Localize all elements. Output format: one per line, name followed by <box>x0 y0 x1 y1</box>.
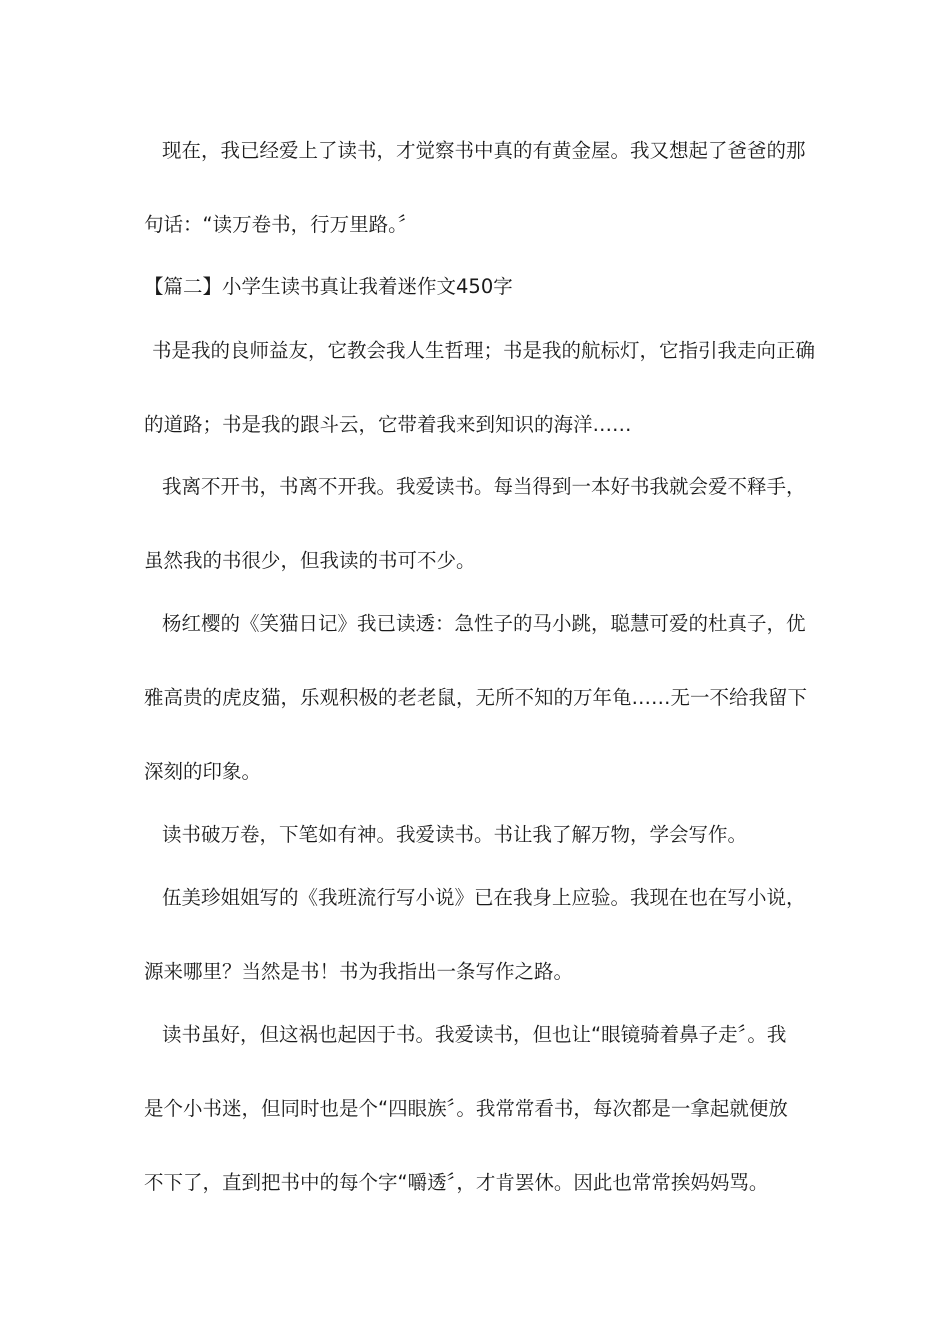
paragraph-line-15: 不下了，直到把书中的每个字“嚼透〞，才肯罢休。因此也常常挨妈妈骂。 <box>144 1171 769 1194</box>
paragraph-line-13: 读书虽好，但这祸也起因于书。我爱读书，但也让“眼镜骑着鼻子走〞。我 <box>162 1023 787 1046</box>
paragraph-line-3: 书是我的良师益友，它教会我人生哲理；书是我的航标灯，它指引我走向正确 <box>152 339 816 362</box>
paragraph-line-5: 我离不开书，书离不开我。我爱读书。每当得到一本好书我就会爱不释手， <box>162 475 806 498</box>
paragraph-line-14: 是个小书迷，但同时也是个“四眼族〞。我常常看书，每次都是一拿起就便放 <box>144 1097 788 1120</box>
paragraph-line-11: 伍美珍姐姐写的《我班流行写小说》已在我身上应验。我现在也在写小说， <box>162 886 806 909</box>
paragraph-line-4: 的道路；书是我的跟斗云，它带着我来到知识的海洋…… <box>144 413 632 436</box>
paragraph-line-6: 虽然我的书很少，但我读的书可不少。 <box>144 549 476 572</box>
paragraph-line-12: 源来哪里？当然是书！书为我指出一条写作之路。 <box>144 960 574 983</box>
paragraph-line-1: 现在，我已经爱上了读书，才觉察书中真的有黄金屋。我又想起了爸爸的那 <box>162 139 806 162</box>
paragraph-line-7: 杨红樱的《笑猫日记》我已读透：急性子的马小跳，聪慧可爱的杜真子，优 <box>162 612 806 635</box>
paragraph-line-2: 句话：“读万卷书，行万里路。〞 <box>144 213 418 236</box>
section-heading: 【篇二】小学生读书真让我着迷作文450字 <box>144 275 513 298</box>
paragraph-line-8: 雅高贵的虎皮猫，乐观积极的老老鼠，无所不知的万年龟……无一不给我留下 <box>144 686 808 709</box>
paragraph-line-10: 读书破万卷，下笔如有神。我爱读书。书让我了解万物，学会写作。 <box>162 823 748 846</box>
paragraph-line-9: 深刻的印象。 <box>144 760 262 783</box>
